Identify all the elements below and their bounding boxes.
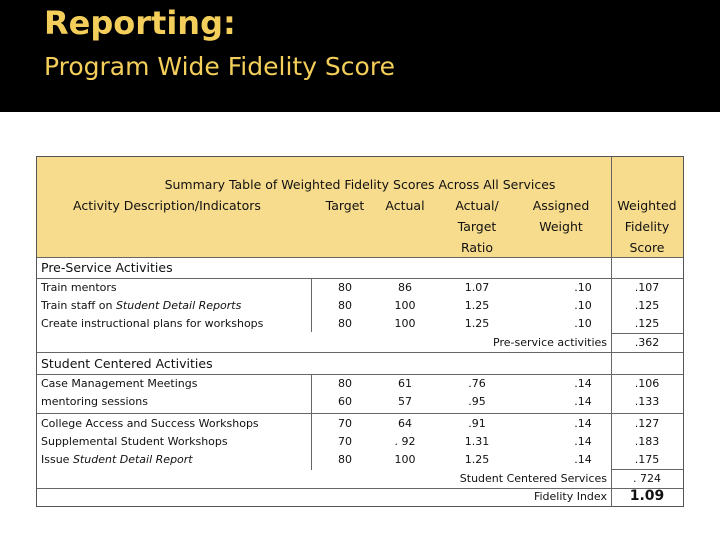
actual-value: 64 — [398, 417, 412, 430]
table-row: Issue Student Detail Report — [41, 453, 193, 466]
score-value: .107 — [634, 281, 660, 294]
actual-value: 61 — [398, 377, 412, 390]
actual-value: 86 — [398, 281, 412, 294]
table-row: Train staff on Student Detail Reports — [41, 299, 242, 312]
actual-value: 100 — [394, 299, 416, 312]
score-value: .125 — [634, 317, 660, 330]
actual-value: 57 — [398, 395, 412, 408]
score-value: .183 — [634, 435, 660, 448]
slide-header — [0, 0, 720, 112]
ratio-value: 1.25 — [464, 299, 490, 312]
score-value: .133 — [634, 395, 660, 408]
target-value: 80 — [338, 377, 352, 390]
col-actual: Actual — [385, 198, 425, 213]
weight-value: .14 — [574, 377, 592, 390]
score-value: .127 — [634, 417, 660, 430]
ratio-value: 1.31 — [464, 435, 490, 448]
table-row: Train mentors — [41, 281, 117, 294]
score-value: .106 — [634, 377, 660, 390]
score-value: .125 — [634, 299, 660, 312]
target-value: 80 — [338, 317, 352, 330]
ratio-value: 1.25 — [464, 453, 490, 466]
col-weight: Assigned Weight — [532, 198, 590, 234]
weight-value: .10 — [574, 281, 592, 294]
weight-value: .14 — [574, 417, 592, 430]
col-target: Target — [325, 198, 365, 213]
slide-subtitle: Program Wide Fidelity Score — [44, 52, 395, 81]
actual-value: . 92 — [394, 435, 416, 448]
weight-value: .10 — [574, 317, 592, 330]
col-activity: Activity Description/Indicators — [73, 198, 261, 213]
student-centered-subtotal-label: Student Centered Services — [459, 472, 607, 485]
slide-title: Reporting: — [44, 4, 236, 42]
ratio-value: .95 — [468, 395, 486, 408]
section-title-preservice: Pre-Service Activities — [41, 260, 173, 275]
target-value: 70 — [338, 417, 352, 430]
ratio-value: 1.07 — [464, 281, 490, 294]
fidelity-summary-table — [36, 156, 684, 507]
target-value: 80 — [338, 281, 352, 294]
weight-value: .14 — [574, 435, 592, 448]
preservice-subtotal-label: Pre-service activities — [493, 336, 607, 349]
student-centered-subtotal-score: . 724 — [633, 472, 661, 485]
actual-value: 100 — [394, 453, 416, 466]
target-value: 60 — [338, 395, 352, 408]
fidelity-index-label: Fidelity Index — [533, 490, 607, 503]
fidelity-index-value: 1.09 — [629, 488, 665, 504]
actual-value: 100 — [394, 317, 416, 330]
section-title-student-centered: Student Centered Activities — [41, 356, 213, 371]
table-row: Case Management Meetings — [41, 377, 198, 390]
table-row: College Access and Success Workshops — [41, 417, 259, 430]
col-weighted: Weighted Fidelity Score — [617, 198, 677, 255]
ratio-value: 1.25 — [464, 317, 490, 330]
target-value: 70 — [338, 435, 352, 448]
score-value: .175 — [634, 453, 660, 466]
col-ratio: Actual/ Target Ratio — [455, 198, 499, 255]
weight-value: .10 — [574, 299, 592, 312]
target-value: 80 — [338, 453, 352, 466]
weight-value: .14 — [574, 453, 592, 466]
table-row: Supplemental Student Workshops — [41, 435, 228, 448]
target-value: 80 — [338, 299, 352, 312]
ratio-value: .76 — [468, 377, 486, 390]
table-row: mentoring sessions — [41, 395, 148, 408]
preservice-subtotal-score: .362 — [634, 336, 660, 349]
table-row: Create instructional plans for workshops — [41, 317, 264, 330]
weight-value: .14 — [574, 395, 592, 408]
ratio-value: .91 — [468, 417, 486, 430]
table-caption: Summary Table of Weighted Fidelity Scores Across All Services — [164, 177, 556, 192]
